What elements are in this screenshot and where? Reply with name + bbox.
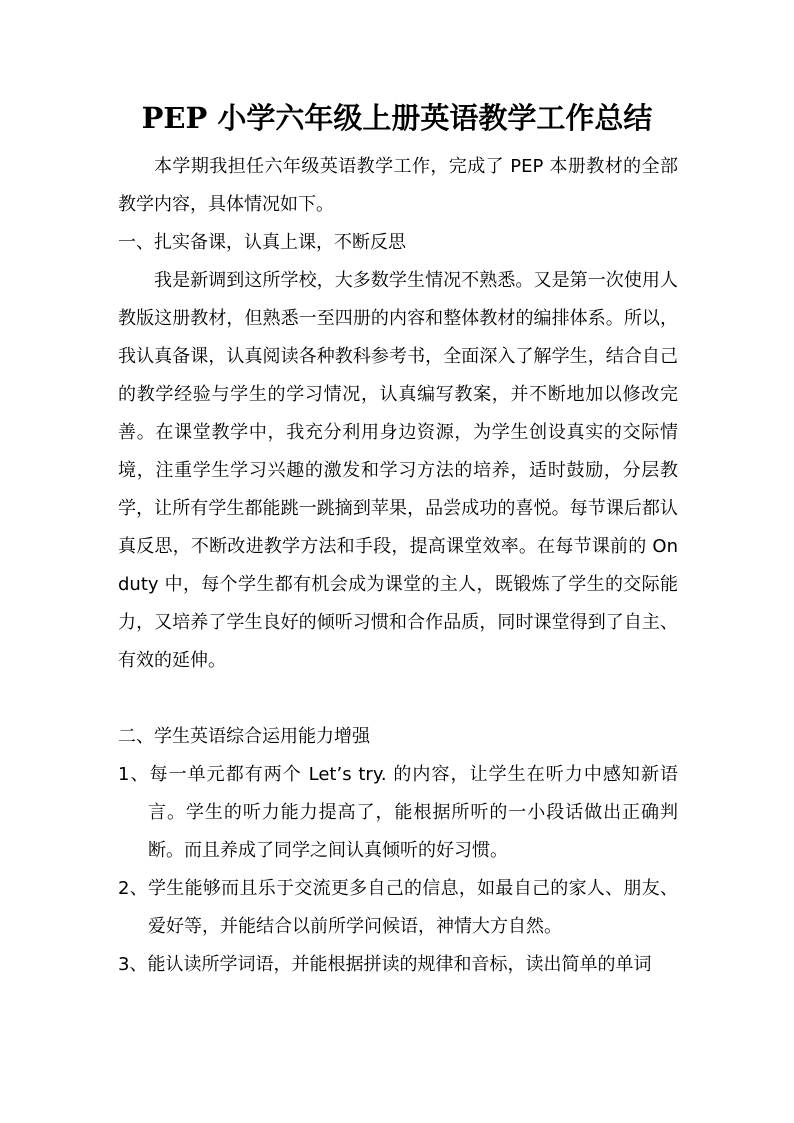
list-item: 3、能认读所学词语，并能根据拼读的规律和音标，读出简单的单词 [118, 954, 652, 975]
document-title: PEP 小学六年级上册英语教学工作总结 [141, 101, 653, 135]
intro-paragraph: 本学期我担任六年级英语教学工作，完成了 PEP 本册教材的全部教学内容，具体情况如下。 [118, 156, 678, 215]
section1-heading: 一、扎实备课，认真上课，不断反思 [118, 232, 406, 253]
list-item: 2、学生能够而且乐于交流更多自己的信息，如最自己的家人、朋友、爱好等，并能结合以前所学问候语，神情大方自然。 [118, 878, 678, 937]
section1-heading-block [118, 224, 678, 262]
section1-body-block [118, 262, 678, 680]
intro-block [118, 148, 678, 224]
section2-heading: 二、学生英语综合运用能力增强 [118, 726, 370, 747]
section1-paragraph: 我是新调到这所学校，大多数学生情况不熟悉。又是第一次使用人教版这册教材，但熟悉一至四册的内容和整体教材的编排体系。所以，我认真备课，认真阅读各种教科参考书，全面深入了解学生，结合自己的教学经验与学生的学习情况，认真编写教案，并不断地加以修改完善。在课堂教学中，我充分利用身边资源，为学生创设真实的交际情境，注重学生学习兴趣的激发和学习方法的培养，适时鼓励，分层教学，让所有学生都能跳一跳摘到苹果，品尝成功的喜悦。每节课后都认真反思，不断改进教学方法和手段，提高课堂效率。在每节课前的 On duty 中，每个学生都有机会成为课堂的主人，既锻炼了学生的交际能力，又培养了学生良好的倾听习惯和合作品质，同时课堂得到了自主、有效的延伸。 [118, 270, 678, 671]
list-item: 1、每一单元都有两个 Let’s try. 的内容，让学生在听力中感知新语言。学生的听力能力提高了，能根据所听的一小段话做出正确判断。而且养成了同学之间认真倾听的好习惯。 [118, 764, 678, 861]
section2-heading-block [118, 718, 678, 756]
section2-list [118, 756, 678, 984]
